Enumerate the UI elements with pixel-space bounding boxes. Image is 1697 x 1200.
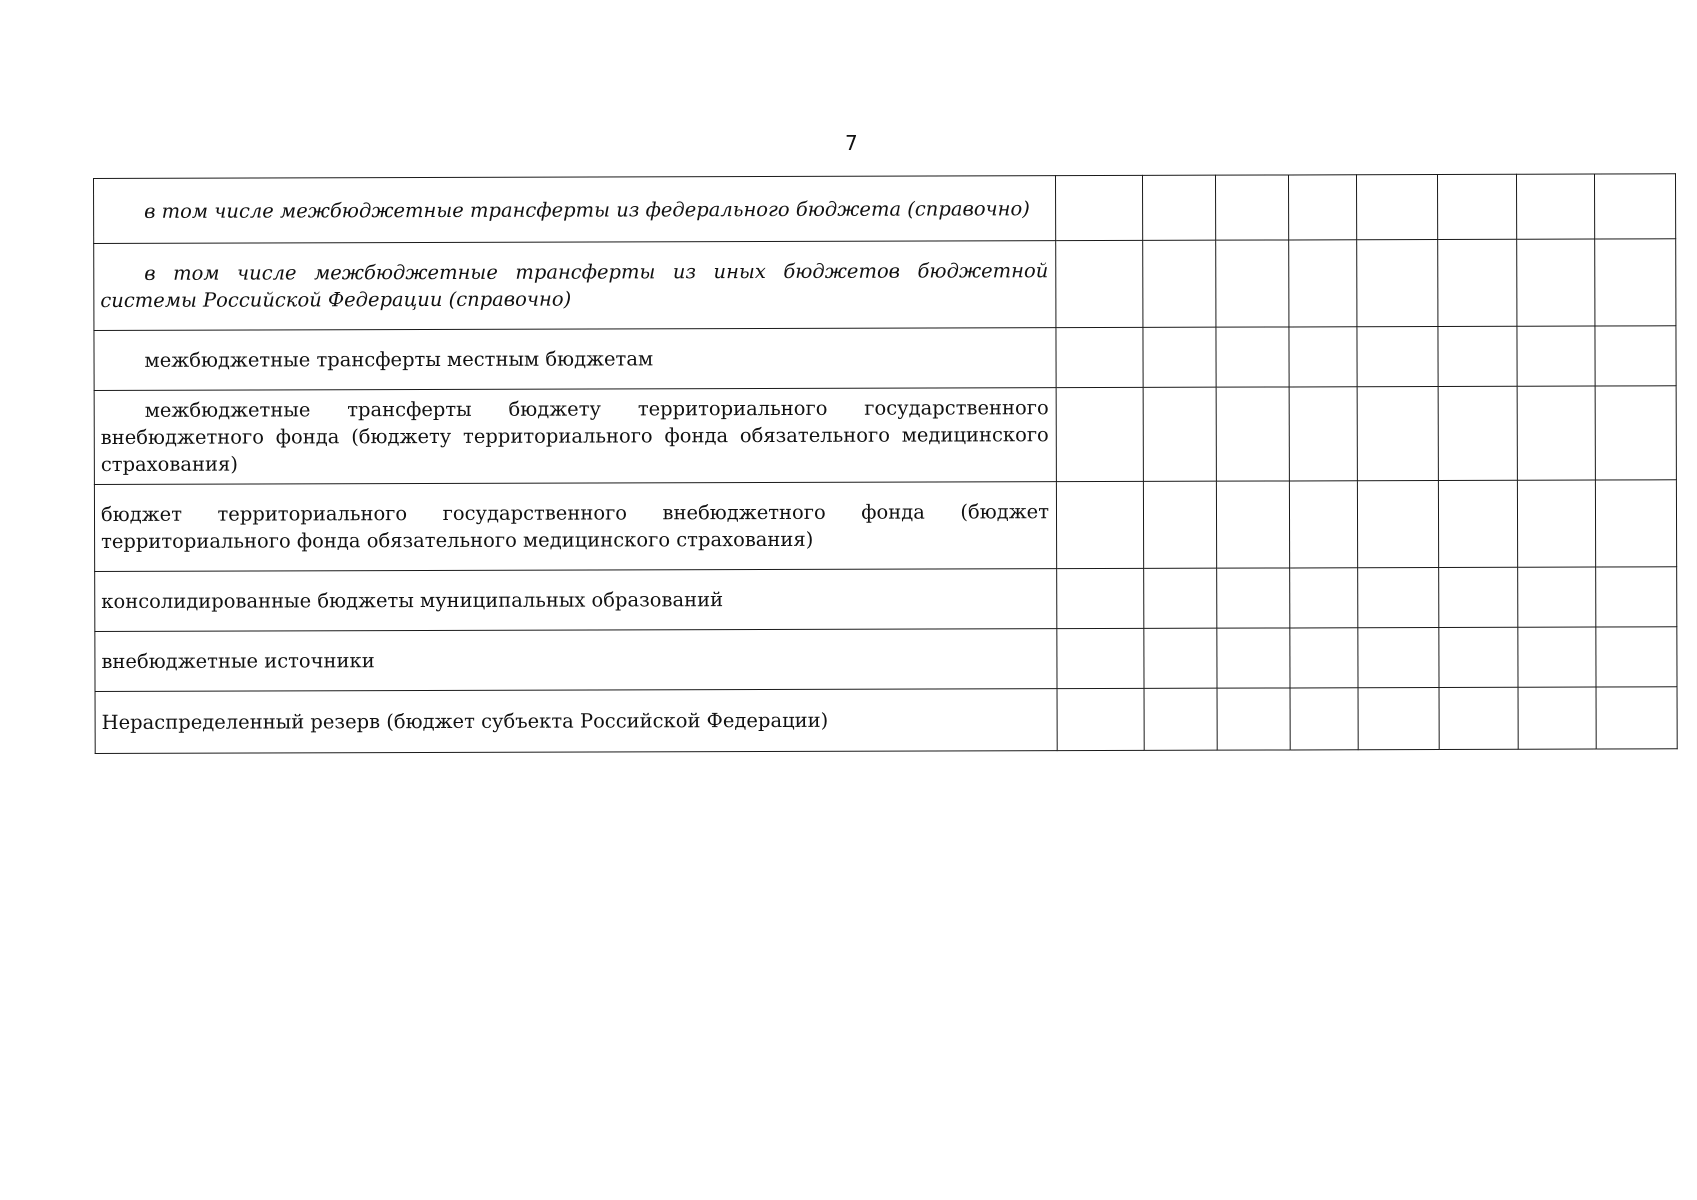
value-cell[interactable]	[1518, 567, 1596, 627]
value-cell[interactable]	[1057, 688, 1144, 750]
row-label-cell	[94, 328, 1056, 391]
value-cell[interactable]	[1143, 387, 1216, 481]
table-row	[94, 480, 1676, 572]
value-cell[interactable]	[1517, 326, 1595, 386]
value-cell[interactable]	[1357, 240, 1438, 327]
value-cell[interactable]	[1216, 327, 1289, 387]
value-cell[interactable]	[1289, 387, 1357, 481]
value-cell[interactable]	[1438, 326, 1517, 386]
value-cell[interactable]	[1358, 688, 1439, 750]
row-label: в том числе межбюджетные трансферты из федерального бюджета (справочно)	[144, 196, 1030, 223]
value-cell[interactable]	[1357, 481, 1438, 568]
value-cell[interactable]	[1057, 568, 1144, 628]
budget-funding-table	[93, 173, 1678, 754]
row-label: Нераспределенный резерв (бюджет субъекта Российской Федерации)	[101, 708, 829, 734]
value-cell[interactable]	[1518, 687, 1596, 749]
value-cell[interactable]	[1144, 568, 1217, 628]
value-cell[interactable]	[1357, 327, 1438, 387]
table-row	[95, 567, 1677, 632]
value-cell[interactable]	[1142, 175, 1215, 240]
value-cell[interactable]	[1516, 174, 1594, 239]
value-cell[interactable]	[1596, 687, 1677, 749]
value-cell[interactable]	[1057, 628, 1144, 688]
row-label-cell	[94, 176, 1056, 244]
value-cell[interactable]	[1439, 627, 1518, 687]
value-cell[interactable]	[1596, 567, 1677, 627]
value-cell[interactable]	[1595, 480, 1676, 567]
value-cell[interactable]	[1216, 481, 1289, 568]
value-cell[interactable]	[1438, 480, 1517, 567]
value-cell[interactable]	[1143, 327, 1216, 387]
value-cell[interactable]	[1056, 327, 1143, 387]
value-cell[interactable]	[1289, 327, 1357, 387]
value-cell[interactable]	[1289, 481, 1357, 568]
value-cell[interactable]	[1056, 481, 1143, 568]
value-cell[interactable]	[1144, 688, 1217, 750]
value-cell[interactable]	[1594, 174, 1675, 239]
table-row	[94, 326, 1676, 391]
value-cell[interactable]	[1517, 480, 1595, 567]
row-label-cell	[94, 388, 1056, 485]
value-cell[interactable]	[1358, 568, 1439, 628]
row-label: бюджет территориального государственного внебюджетного фонда (бюджет территориального фонда обязательного медицинского страхования)	[100, 500, 1050, 553]
table-row	[94, 174, 1676, 244]
value-cell[interactable]	[1290, 568, 1358, 628]
value-cell[interactable]	[1056, 387, 1143, 481]
value-cell[interactable]	[1595, 386, 1676, 480]
value-cell[interactable]	[1518, 627, 1596, 687]
value-cell[interactable]	[1289, 240, 1357, 327]
row-label-cell	[95, 689, 1057, 754]
value-cell[interactable]	[1517, 239, 1595, 326]
row-label-cell	[94, 241, 1056, 331]
row-label-cell	[95, 569, 1057, 632]
value-cell[interactable]	[1438, 239, 1517, 326]
value-cell[interactable]	[1216, 240, 1289, 327]
value-cell[interactable]	[1290, 628, 1358, 688]
value-cell[interactable]	[1144, 628, 1217, 688]
value-cell[interactable]	[1143, 240, 1216, 327]
value-cell[interactable]	[1217, 628, 1290, 688]
value-cell[interactable]	[1437, 174, 1516, 239]
value-cell[interactable]	[1439, 567, 1518, 627]
row-label: в том числе межбюджетные трансферты из иных бюджетов бюджетной системы Российской Федерации (справочно)	[100, 259, 1049, 312]
row-label: межбюджетные трансферты бюджету территориального государственного внебюджетного фонда (бюджету территориального фонда обязательного медицинского страхования)	[100, 396, 1049, 476]
value-cell[interactable]	[1357, 387, 1438, 481]
row-label: консолидированные бюджеты муниципальных образований	[101, 588, 724, 613]
row-label: внебюджетные источники	[101, 649, 375, 673]
page-number: 7	[845, 131, 858, 155]
value-cell[interactable]	[1056, 240, 1143, 327]
row-label-cell	[95, 629, 1057, 692]
row-label: межбюджетные трансферты местным бюджетам	[144, 347, 654, 372]
value-cell[interactable]	[1595, 239, 1676, 326]
value-cell[interactable]	[1216, 387, 1289, 481]
value-cell[interactable]	[1595, 326, 1676, 386]
table-row	[95, 627, 1677, 692]
value-cell[interactable]	[1358, 628, 1439, 688]
row-label-cell	[94, 482, 1056, 572]
value-cell[interactable]	[1356, 175, 1437, 240]
value-cell[interactable]	[1596, 627, 1677, 687]
value-cell[interactable]	[1143, 481, 1216, 568]
table-row	[94, 239, 1676, 331]
table-row	[94, 386, 1676, 485]
table-row	[95, 687, 1677, 754]
value-cell[interactable]	[1517, 386, 1595, 480]
value-cell[interactable]	[1439, 687, 1518, 749]
value-cell[interactable]	[1215, 175, 1288, 240]
value-cell[interactable]	[1290, 688, 1358, 750]
value-cell[interactable]	[1217, 688, 1290, 750]
value-cell[interactable]	[1217, 568, 1290, 628]
value-cell[interactable]	[1288, 175, 1356, 240]
value-cell[interactable]	[1438, 386, 1517, 480]
value-cell[interactable]	[1055, 175, 1142, 240]
